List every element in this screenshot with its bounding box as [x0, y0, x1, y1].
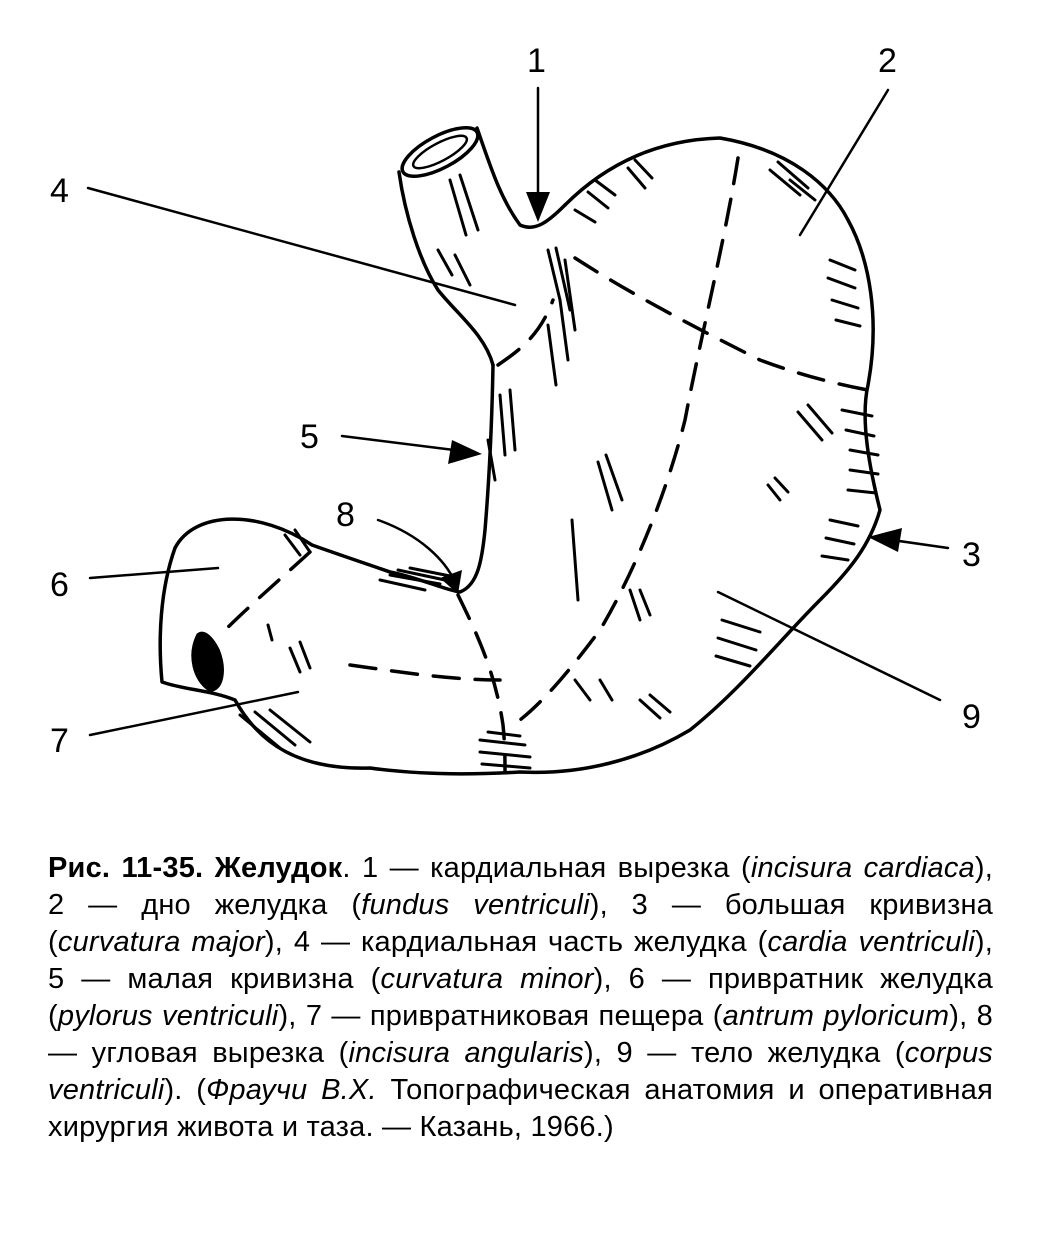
- leader-lines: [88, 88, 948, 735]
- caption-item: 7 — привратниковая пещера (antrum pyloricum),: [305, 1000, 968, 1032]
- caption-item: 5 — малая кривизна (curvatura minor),: [48, 963, 612, 995]
- label-8: 8: [336, 496, 355, 534]
- label-1: 1: [527, 42, 546, 80]
- caption-item: 6 — привратник желудка (pylorus ventriculi),: [48, 963, 993, 1032]
- caption-item: 9 — тело желудка (corpus ventriculi).: [48, 1037, 994, 1106]
- label-9: 9: [962, 698, 981, 736]
- caption-item: 1 — кардиальная вырезка (incisura cardiaca),: [361, 852, 993, 884]
- figure-number: Рис. 11-35.: [48, 852, 204, 884]
- figure-title: Желудок: [214, 852, 343, 884]
- label-6: 6: [50, 566, 69, 604]
- caption-item: 3 — большая кривизна (curvatura major),: [48, 889, 993, 958]
- label-7: 7: [50, 722, 69, 760]
- label-2: 2: [878, 42, 897, 80]
- figure-caption: Рис. 11-35. Желудок. 1 — кардиальная вырезка (incisura cardiaca), 2 — дно желудка (fundus ventriculi), 3 — большая кривизна (curvatura major), 4 — кардиальная часть желудка (cardia ventriculi), 5 — малая кривизна (curvatura minor), 6 — привратник желудка (pylorus ventriculi), 7 — привратниковая пещера (antrum pyloricum), 8 — угловая вырезка (incisura angularis), 9 — тело желудка (corpus ventriculi). (Фраучи В.Х. Топографическая анатомия и оперативная хирургия живота и таза. — Казань, 1966.): [48, 852, 994, 1143]
- stomach-outline: [160, 138, 880, 774]
- label-5: 5: [300, 418, 319, 456]
- caption-item: 4 — кардиальная часть желудка (cardia ventriculi),: [293, 926, 993, 958]
- leader-7: [90, 692, 298, 735]
- arrowhead-1: [526, 192, 550, 222]
- caption-item: 2 — дно желудка (fundus ventriculi),: [48, 889, 608, 921]
- source-title: Топографическая анатомия и оперативная хирургия живота и таза.: [48, 1074, 993, 1143]
- leader-9: [718, 592, 940, 700]
- source-author: Фраучи В.Х.: [206, 1074, 377, 1106]
- leader-6: [90, 568, 218, 578]
- label-3: 3: [962, 536, 981, 574]
- caption-item: 8 — угловая вырезка (incisura angularis),: [48, 1000, 993, 1069]
- leader-4: [88, 188, 515, 305]
- pylorus-opening: [193, 633, 222, 690]
- source-place-year: — Казань, 1966.): [382, 1111, 614, 1143]
- label-4: 4: [50, 172, 69, 210]
- arrowhead-5: [448, 440, 482, 464]
- surface-hatching: [240, 160, 878, 768]
